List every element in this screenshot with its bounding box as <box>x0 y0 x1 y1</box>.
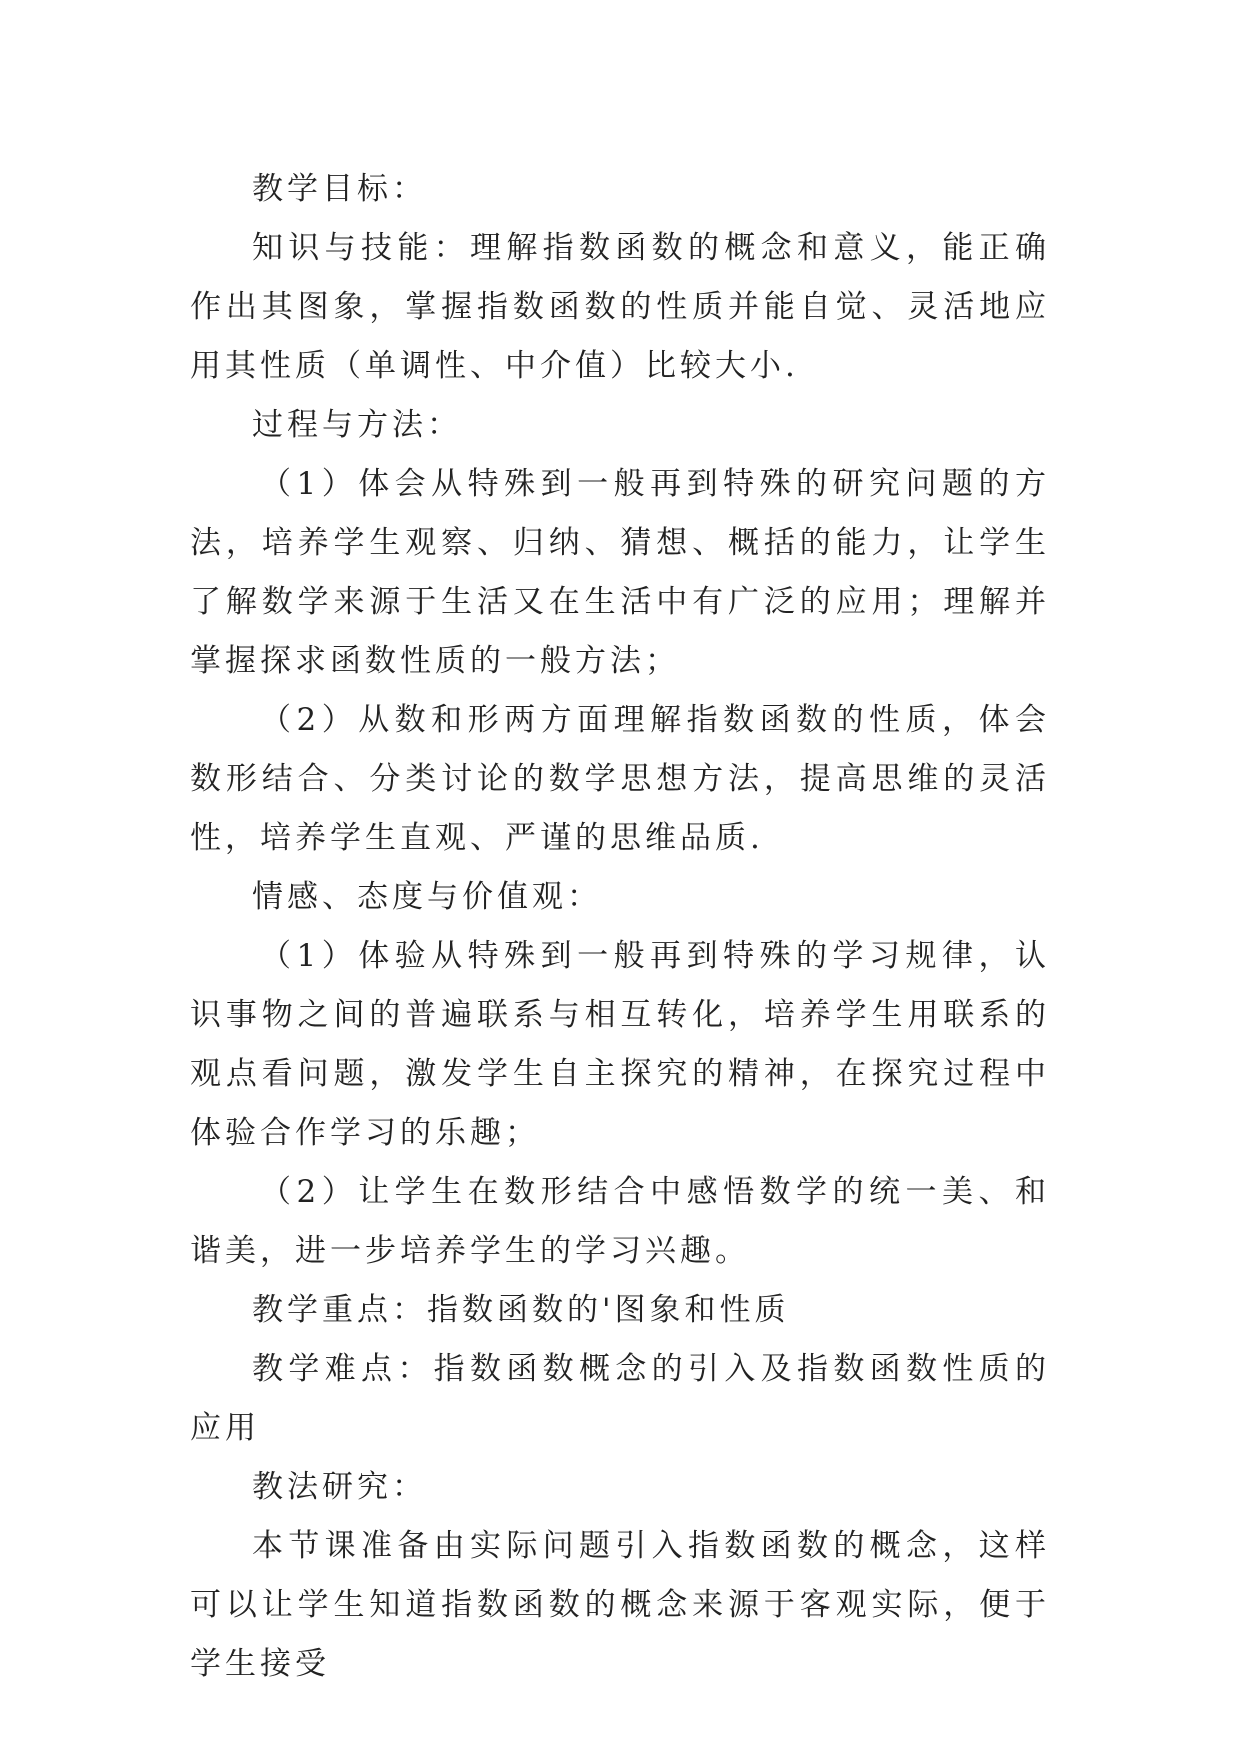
paragraph-emotion-item-1: （1）体验从特殊到一般再到特殊的学习规律，认识事物之间的普遍联系与相互转化，培养学生用联系的观点看问题，激发学生自主探究的精神，在探究过程中体验合作学习的乐趣； <box>190 938 1050 1151</box>
paragraph-method-description: 本节课准备由实际问题引入指数函数的概念，这样可以让学生知道指数函数的概念来源于客观实际，便于学生接受 <box>190 1528 1050 1682</box>
heading-teaching-method-research: 教法研究： <box>252 1469 427 1505</box>
paragraph-knowledge-skills: 知识与技能：理解指数函数的概念和意义，能正确作出其图象，掌握指数函数的性质并能自觉、灵活地应用其性质（单调性、中介值）比较大小. <box>190 230 1050 384</box>
heading-process-methods: 过程与方法： <box>252 407 462 443</box>
paragraph-teaching-difficulties: 教学难点：指数函数概念的引入及指数函数性质的应用 <box>190 1351 1050 1446</box>
heading-teaching-objectives: 教学目标： <box>252 171 427 207</box>
paragraph-process-item-1: （1）体会从特殊到一般再到特殊的研究问题的方法，培养学生观察、归纳、猜想、概括的能力，让学生了解数学来源于生活又在生活中有广泛的应用；理解并掌握探求函数性质的一般方法； <box>190 466 1050 679</box>
paragraph-teaching-key-points: 教学重点：指数函数的'图象和性质 <box>252 1292 790 1328</box>
paragraph-emotion-item-2: （2）让学生在数形结合中感悟数学的统一美、和谐美，进一步培养学生的学习兴趣。 <box>190 1174 1050 1269</box>
heading-emotion-attitude-values: 情感、态度与价值观： <box>252 879 602 915</box>
document-body <box>190 160 1050 1694</box>
paragraph-process-item-2: （2）从数和形两方面理解指数函数的性质，体会数形结合、分类讨论的数学思想方法，提高思维的灵活性，培养学生直观、严谨的思维品质. <box>190 702 1050 856</box>
